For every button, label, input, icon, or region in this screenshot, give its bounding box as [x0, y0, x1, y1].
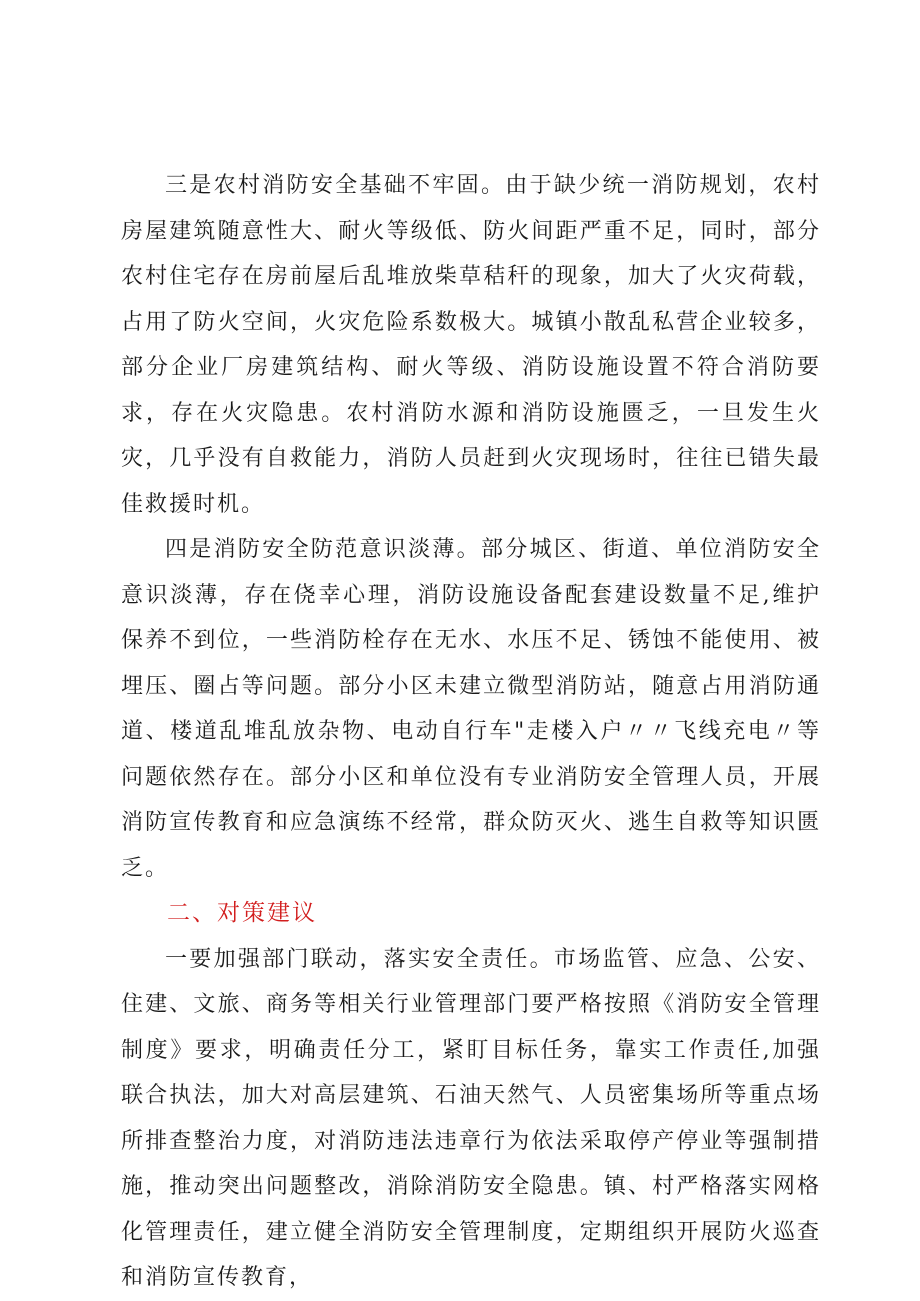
paragraph-rural-fire-safety: 三是农村消防安全基础不牢固。由于缺少统一消防规划，农村房屋建筑随意性大、耐火等级低、防火间距严重不足，同时，部分农村住宅存在房前屋后乱堆放柴草秸秆的现象，加大了火灾荷载，占用了防火空间，火灾危险系数极大。城镇小散乱私营企业较多，部分企业厂房建筑结构、耐火等级、消防设施设置不符合消防要求，存在火灾隐患。农村消防水源和消防设施匮乏，一旦发生火灾，几乎没有自救能力，消防人员赶到火灾现场时，往往已错失最佳救援时机。: [121, 173, 821, 517]
paragraph-fire-awareness: 四是消防安全防范意识淡薄。部分城区、街道、单位消防安全意识淡薄，存在侥幸心理，消防设施设备配套建设数量不足,维护保养不到位，一些消防栓存在无水、水压不足、锈蚀不能使用、被埋压、圈占等问题。部分小区未建立微型消防站，随意占用消防通道、楼道乱堆乱放杂物、电动自行车"走楼入户〃〃飞线充电〃等问题依然存在。部分小区和单位没有专业消防安全管理人员，开展消防宣传教育和应急演练不经常，群众防灭火、逃生自救等知识匮乏。: [121, 537, 821, 881]
section-heading-countermeasures: 二、对策建议: [167, 900, 317, 926]
document-body: [121, 163, 821, 1301]
paragraph-department-coordination: 一要加强部门联动，落实安全责任。市场监管、应急、公安、住建、文旅、商务等相关行业管理部门要严格按照《消防安全管理制度》要求，明确责任分工，紧盯目标任务，靠实工作责任,加强联合执法，加大对高层建筑、石油天然气、人员密集场所等重点场所排查整治力度，对消防违法违章行为依法采取停产停业等强制措施，推动突出问题整改，消除消防安全隐患。镇、村严格落实网格化管理责任，建立健全消防安全管理制度，定期组织开展防火巡查和消防宣传教育，: [121, 946, 821, 1290]
